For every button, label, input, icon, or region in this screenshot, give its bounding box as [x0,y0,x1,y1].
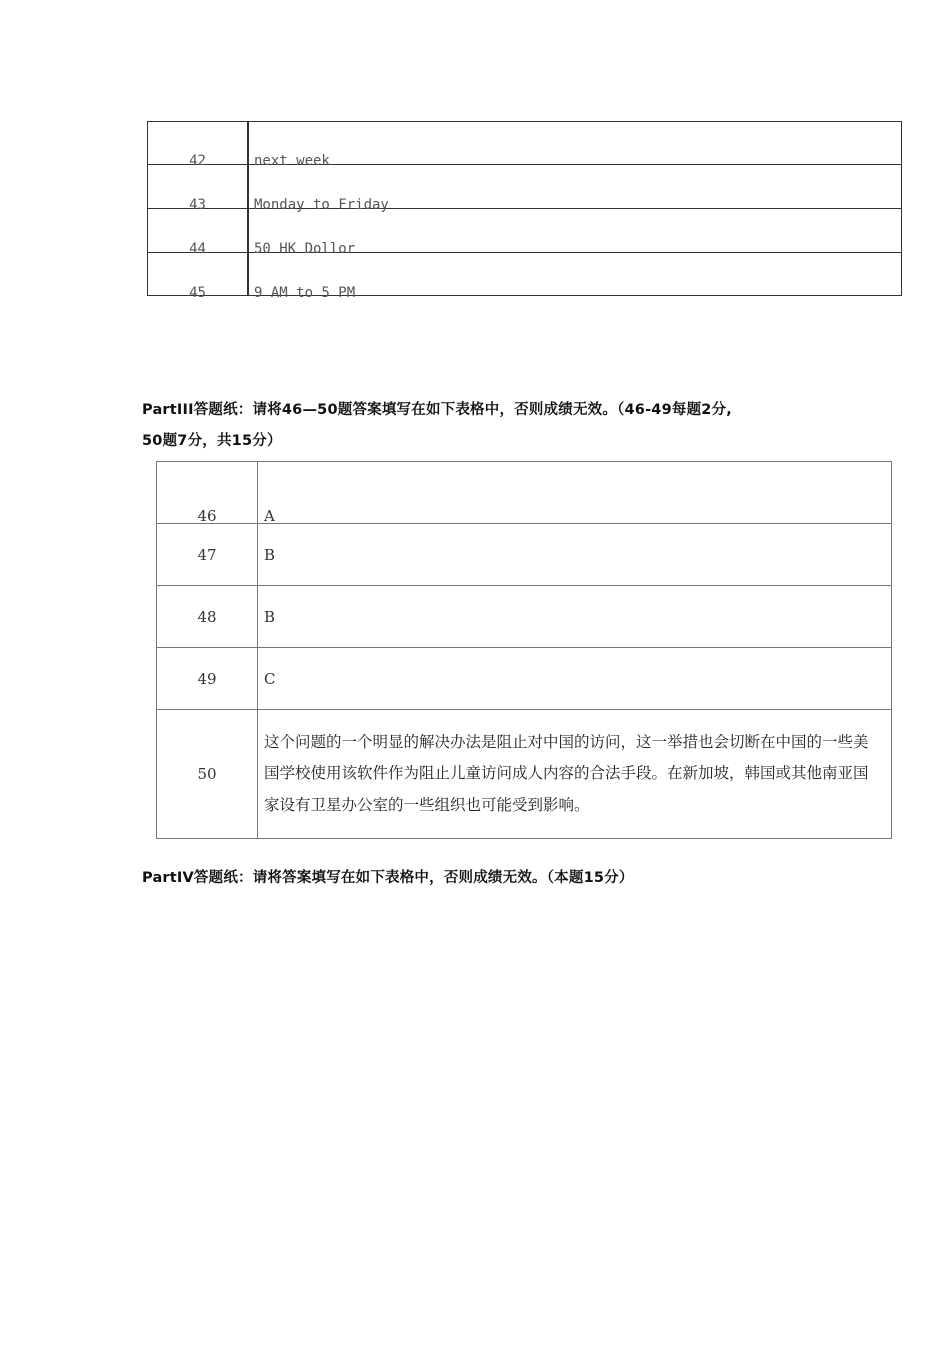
question-number: 46 [197,507,217,525]
table-row [157,462,892,524]
answer-text: Monday to Friday [254,197,389,213]
answer-text: C [258,648,892,710]
question-number: 50 [157,710,258,839]
answer-text: A [264,507,275,525]
part3-heading-line2: 50题7分，共15分） [142,433,282,449]
answer-text: 这个问题的一个明显的解决办法是阻止对中国的访问，这一举措也会切断在中国的一些美国学校使用该软件作为阻止儿童访问成人内容的合法手段。在新加坡，韩国或其他南亚国家设有卫星办公室的一些组织也可能受到影响。 [258,710,892,839]
answer-text: B [258,524,892,586]
question-number: 49 [157,648,258,710]
question-number-cell [157,462,258,524]
answer-cell [258,462,892,524]
answer-text: 50 HK Dollor [254,241,356,257]
answer-table-46-50 [156,461,892,839]
part3-heading-line1: PartIII答题纸：请将46—50题答案填写在如下表格中，否则成绩无效。（46-49每题2分, [142,402,732,418]
answer-text: next week [254,153,330,169]
table-row [157,524,892,586]
question-number: 47 [157,524,258,586]
question-number: 42 [189,153,206,169]
answer-text: 9 AM to 5 PM [254,285,356,301]
question-number: 44 [189,241,206,257]
question-number: 45 [189,285,206,301]
answer-text: B [258,586,892,648]
table-row [157,710,892,839]
table-row [157,586,892,648]
part4-heading: PartIV答题纸：请将答案填写在如下表格中，否则成绩无效。（本题15分） [142,870,634,886]
table-row [157,648,892,710]
question-number: 48 [157,586,258,648]
answer-table-42-45 [147,121,902,301]
question-number: 43 [189,197,206,213]
